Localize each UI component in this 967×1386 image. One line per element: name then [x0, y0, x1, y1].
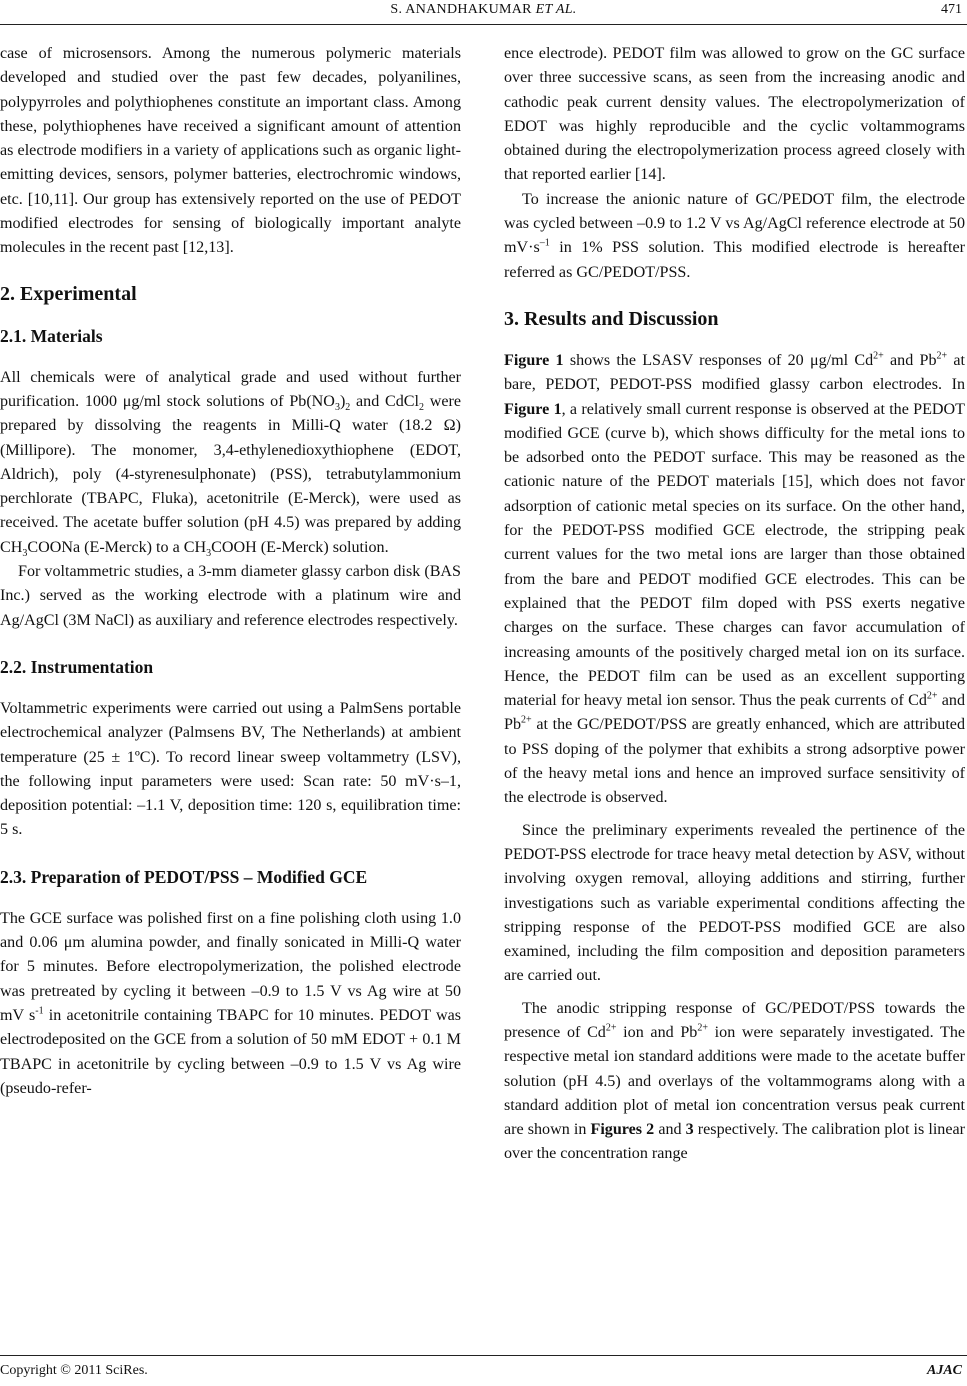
journal-abbreviation: AJAC [926, 1363, 962, 1378]
anionic-paragraph: To increase the anionic nature of GC/PEDOT film, the electrode was cycled between –0.9 to 1.2 V vs Ag/AgCl reference electrode at 50 $mV\cdot s^{-1}$ in 1% PSS solution. This modified electrode is hereafter referred as GC/PEDOT/PSS. [504, 190, 965, 281]
continued-paragraph: ence electrode). PEDOT film was allowed to grow on the GC surface over three successive scans, as seen from the increasing anodic and cathodic peak current density values. The electropolymerization of EDOT was highly reproducible and the cyclic voltammograms obtained during the electropolymerization process agreed closely with that reported earlier [14]. [504, 45, 965, 184]
page-header [0, 0, 967, 22]
anodic-paragraph: The anodic stripping response of GC/PEDOT/PSS towards the presence of $Cd^{2+}$ ion and $Pb^{2+}$ ion were separately investigated. The respective metal ion standard additions were made to the acetate buffer solution (pH 4.5) and overlays of the voltammograms along with a standard addition plot of metal ion concentration versus peak current are shown in Figures 2 and 3 respectively. The calibration plot is linear over the concentration range [504, 999, 966, 1163]
author-name: S. ANANDHAKUMAR [390, 2, 532, 17]
right-column [504, 42, 965, 1167]
preparation-paragraph: The GCE surface was polished first on a fine polishing cloth using 1.0 and 0.06 μm alumina powder, and finally sonicated in Milli-Q water for 5 minutes. Before electropolymerization, the polished electrode was pretreated by cycling it between –0.9 to 1.5 V vs Ag wire at 50 mV $s^{-1}$ in acetonitrile containing TBAPC for 10 minutes. PEDOT was electrodeposited on the GCE from a solution of 50 mM EDOT + 0.1 M TBAPC in acetonitrile by cycling between –0.9 to 1.5 V vs Ag wire (pseudo-refer- [0, 909, 461, 1097]
header-rule [0, 24, 967, 25]
intro-paragraph: case of microsensors. Among the numerous polymeric materials developed and studied over the past few decades, polyanilines, polypyrroles and polythiophenes constitute an important class. Among these, polythiophenes have received a significant amount of attention as electrode modifiers in a variety of applications such as organic light-emitting devices, sensors, polymer batteries, electrochromic windows, etc. [10,11]. Our group has extensively reported on the use of PEDOT modified electrodes for sensing of biologically important analyte molecules in the recent past [12,13]. [0, 45, 461, 257]
footer-rule [0, 1355, 967, 1356]
since-paragraph: Since the preliminary experiments revealed the pertinence of the PEDOT-PSS electrode for trace heavy metal detection by ASV, without involving oxygen removal, alloying additions and stirring, further investigations such as variable experimental conditions affecting the stripping response of the PEDOT-PSS modified GCE are also examined, including the film composition and deposition parameters are carried out. [504, 821, 965, 985]
voltammetric-paragraph: For voltammetric studies, a 3-mm diameter glassy carbon disk (BAS Inc.) served as the working electrode with a platinum wire and Ag/AgCl (3M NaCl) as auxiliary and reference electrodes respectively. [0, 563, 461, 629]
preparation-heading: 2.3. Preparation of PEDOT/PSS – Modified GCE [0, 866, 368, 887]
left-column [0, 42, 461, 1101]
copyright-notice: Copyright © 2011 SciRes. [0, 1363, 148, 1378]
running-title [0, 2, 967, 18]
materials-paragraph: All chemicals were of analytical grade and used without further purification. 1000 μg/ml stock solutions of $Pb(NO_3)_2$ and CdCl$_2$ were prepared by dissolving the reagents in Milli-Q water (18.2 Ω) (Millipore). The monomer, 3,4-ethylenedioxythiophene (EDOT, Aldrich), poly (4-styrenesulphonate) (PSS), tetrabutylammonium perchlorate (TBAPC, Fluka), acetonitrile (E-Merck), were used as received. The acetate buffer solution (pH 4.5) was prepared by adding $CH_3COONa$ (E-Merck) to a $CH_3COOH$ (E-Merck) solution. [0, 368, 461, 559]
instrumentation-heading: 2.2. Instrumentation [0, 656, 154, 677]
et-al: ET AL. [535, 2, 577, 17]
page-number: 471 [941, 2, 962, 17]
materials-heading: 2.1. Materials [0, 325, 103, 346]
instrumentation-paragraph: Voltammetric experiments were carried out using a PalmSens portable electrochemical analyzer (Palmsens BV, The Netherlands) at ambient temperature (25 ± 1ºC). To record linear sweep voltammetry (LSV), the following input parameters were used: Scan rate: 50 mV·s–1, deposition potential: –1.1 V, deposition time: 120 s, equilibration time: 5 s. [0, 699, 461, 839]
figure1-paragraph: Figure 1 shows the LSASV responses of 20 μg/ml $Cd^{2+}$ and $Pb^{2+}$ at bare, PEDOT, PEDOT-PSS modified glassy carbon electrodes. In Figure 1, a relatively small current response is observed at the PEDOT modified GCE (curve b), which shows difficulty for the metal ions to be adsorbed onto the PEDOT surface. This may be reasoned as the cationic nature of the PEDOT materials [15], which does not favor adsorption of cationic metal species on its surface. On the other hand, for the PEDOT-PSS modified GCE electrode, the stripping peak current values for the two metal ions are larger than those obtained from the bare and PEDOT modified GCE electrodes. This can be explained that the PEDOT film doped with PSS exerts negative charges on the surface. These charges can favor accumulation of increasing amounts of the positively charged metal ion on its surface. Hence, the PEDOT film can be used as an excellent supporting material for heavy metal ion sensor. Thus the peak currents of $Cd^{2+}$ and $Pb^{2+}$ at the GC/PEDOT/PSS are greatly enhanced, which are attributed to PSS doping of the polymer that exhibits a strong adsorptive power of the heavy metal ions and hence an improved surface sensitivity of the electrode is observed. [504, 350, 966, 807]
experimental-heading: 2. Experimental [0, 282, 137, 305]
results-heading: 3. Results and Discussion [504, 307, 719, 330]
